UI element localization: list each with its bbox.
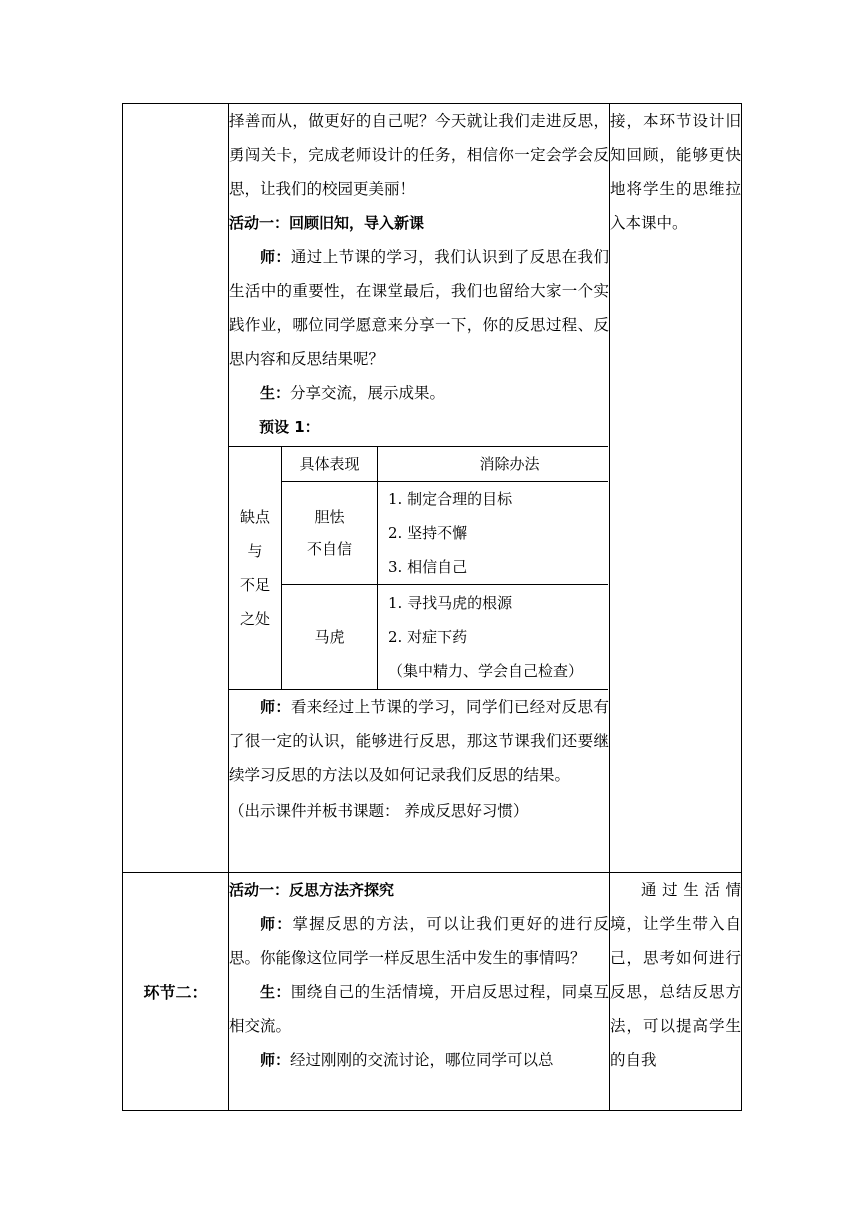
col-header-method: 消除办法 (378, 447, 609, 482)
method-cell (378, 482, 609, 585)
behavior-line: 胆怯 (314, 508, 345, 526)
activity-title: 活动一：反思方法齐探究 (229, 881, 395, 899)
teacher-paragraph (229, 907, 609, 975)
table-row (229, 482, 609, 585)
section-label-cell (123, 104, 229, 873)
teacher-text: 看来经过上节课的学习，同学们已经对反思有了很一定的认识，能够进行反思，那这节课我们还要继续学习反思的方法以及如何记录我们反思的结果。 (229, 698, 609, 784)
col-header-behavior: 具体表现 (282, 447, 378, 482)
teacher-paragraph (229, 240, 609, 376)
activity-title: 活动一：回顾旧知，导入新课 (229, 214, 425, 232)
lesson-plan-table (122, 103, 742, 1111)
row-header-part: 之处 (239, 610, 270, 628)
preset-table (228, 446, 608, 690)
preset-label: 预设 1： (259, 418, 320, 436)
teacher-label: 师： (260, 1051, 291, 1069)
row-header-part: 缺点 (239, 508, 270, 526)
method-item: 2. 坚持不懈 (388, 524, 468, 542)
method-item: 1. 寻找马虎的根源 (388, 594, 513, 612)
student-paragraph (229, 975, 609, 1043)
teaching-process-cell (229, 104, 610, 873)
design-intent-cell (610, 873, 742, 1111)
student-label: 生： (260, 983, 291, 1001)
row-header-part: 不足 (239, 576, 270, 594)
method-item: 3. 相信自己 (388, 558, 468, 576)
design-intent-text: 通过生活情境，让学生带入自己，思考如何进行反思，总结反思方法，可以提高学生的自我 (610, 881, 741, 1069)
method-item: 1. 制定合理的目标 (388, 490, 513, 508)
student-text: 分享交流，展示成果。 (290, 384, 446, 402)
behavior-cell (282, 482, 378, 585)
teacher-paragraph (229, 1043, 609, 1077)
student-paragraph (229, 376, 609, 410)
method-item: （集中精力、学会自己检查） (388, 662, 584, 680)
teacher-text: 通过上节课的学习，我们认识到了反思在我们生活中的重要性，在课堂最后，我们也留给大家一个实践作业，哪位同学愿意来分享一下，你的反思过程、反思内容和反思结果呢？ (229, 248, 609, 368)
design-intent-cell (610, 104, 742, 873)
row-header-cell (229, 447, 282, 690)
preset-table-header (229, 447, 609, 482)
section-label-cell: 环节二： (123, 873, 229, 1111)
preset-table-wrapper (228, 446, 608, 690)
behavior-cell (282, 585, 378, 690)
teacher-text: 掌握反思的方法，可以让我们更好的进行反思。你能像这位同学一样反思生活中发生的事情吗？ (229, 915, 609, 967)
teacher-label: 师： (260, 915, 293, 933)
teacher-label: 师： (260, 248, 291, 266)
student-label: 生： (260, 384, 291, 402)
teaching-process-cell (229, 873, 610, 1111)
row-header-part: 与 (247, 542, 263, 560)
teacher-text: 经过刚刚的交流讨论，哪位同学可以总 (290, 1051, 554, 1069)
teacher-paragraph (229, 690, 609, 792)
design-intent-text: 接，本环节设计旧知回顾，能够更快地将学生的思维拉入本课中。 (610, 112, 741, 232)
courseware-note: （出示课件并板书课题： 养成反思好习惯） (229, 802, 529, 820)
table-row (123, 104, 742, 873)
behavior-line: 马虎 (314, 628, 345, 646)
table-row (229, 585, 609, 690)
behavior-line: 不自信 (306, 540, 352, 558)
table-row (123, 873, 742, 1111)
method-item: 2. 对症下药 (388, 628, 468, 646)
intro-paragraph: 择善而从，做更好的自己呢？今天就让我们走进反思，勇闯关卡，完成老师设计的任务，相信你一定会学会反思，让我们的校园更美丽！ (229, 112, 609, 198)
student-text: 围绕自己的生活情境，开启反思过程，同桌互相交流。 (229, 983, 609, 1035)
teacher-label: 师： (260, 698, 291, 716)
method-cell (378, 585, 609, 690)
